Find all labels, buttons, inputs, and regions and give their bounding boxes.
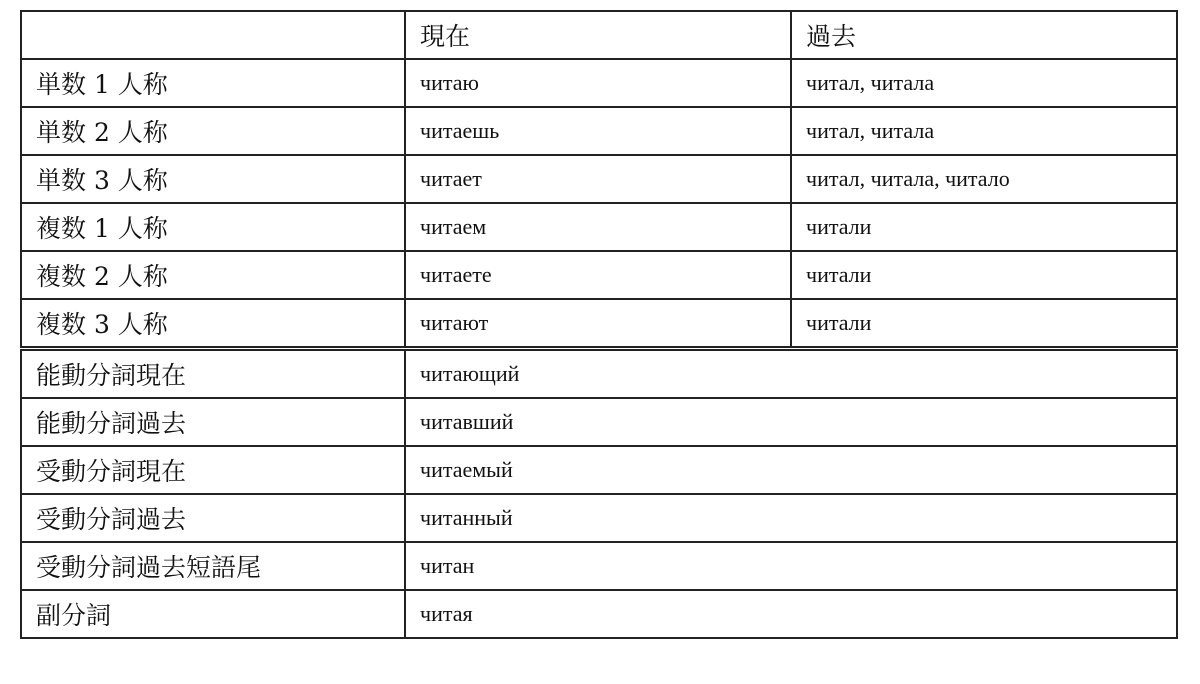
past-form: читал, читала	[791, 107, 1177, 155]
present-form: читаете	[405, 251, 791, 299]
past-form: читал, читала	[791, 59, 1177, 107]
present-form: читает	[405, 155, 791, 203]
table-row	[21, 590, 1177, 638]
row-label: 単数 2 人称	[21, 107, 405, 155]
row-label: 複数 2 人称	[21, 251, 405, 299]
present-form: читают	[405, 299, 791, 349]
table-row	[21, 349, 1177, 399]
table-row	[21, 59, 1177, 107]
header-cell-past: 過去	[791, 11, 1177, 59]
conjugation-table-container	[20, 10, 1176, 639]
participle-form: читавший	[405, 398, 1177, 446]
past-form: читали	[791, 251, 1177, 299]
present-form: читаю	[405, 59, 791, 107]
row-label: 単数 3 人称	[21, 155, 405, 203]
conjugation-table	[20, 10, 1178, 639]
header-cell-present: 現在	[405, 11, 791, 59]
past-form: читали	[791, 299, 1177, 349]
row-label: 能動分詞現在	[21, 349, 405, 399]
table-row	[21, 299, 1177, 349]
participle-form: читающий	[405, 349, 1177, 399]
table-row	[21, 107, 1177, 155]
table-row	[21, 446, 1177, 494]
table-row	[21, 494, 1177, 542]
participle-form: читая	[405, 590, 1177, 638]
row-label: 受動分詞過去	[21, 494, 405, 542]
header-cell-corner	[21, 11, 405, 59]
present-form: читаем	[405, 203, 791, 251]
row-label: 受動分詞過去短語尾	[21, 542, 405, 590]
row-label: 単数 1 人称	[21, 59, 405, 107]
row-label: 受動分詞現在	[21, 446, 405, 494]
participle-form: читанный	[405, 494, 1177, 542]
row-label: 能動分詞過去	[21, 398, 405, 446]
header-row	[21, 11, 1177, 59]
row-label: 副分詞	[21, 590, 405, 638]
participle-form: читаемый	[405, 446, 1177, 494]
participle-form: читан	[405, 542, 1177, 590]
table-row	[21, 251, 1177, 299]
row-label: 複数 3 人称	[21, 299, 405, 349]
past-form: читали	[791, 203, 1177, 251]
present-form: читаешь	[405, 107, 791, 155]
table-row	[21, 398, 1177, 446]
table-row	[21, 155, 1177, 203]
past-form: читал, читала, читало	[791, 155, 1177, 203]
row-label: 複数 1 人称	[21, 203, 405, 251]
table-row	[21, 203, 1177, 251]
table-row	[21, 542, 1177, 590]
